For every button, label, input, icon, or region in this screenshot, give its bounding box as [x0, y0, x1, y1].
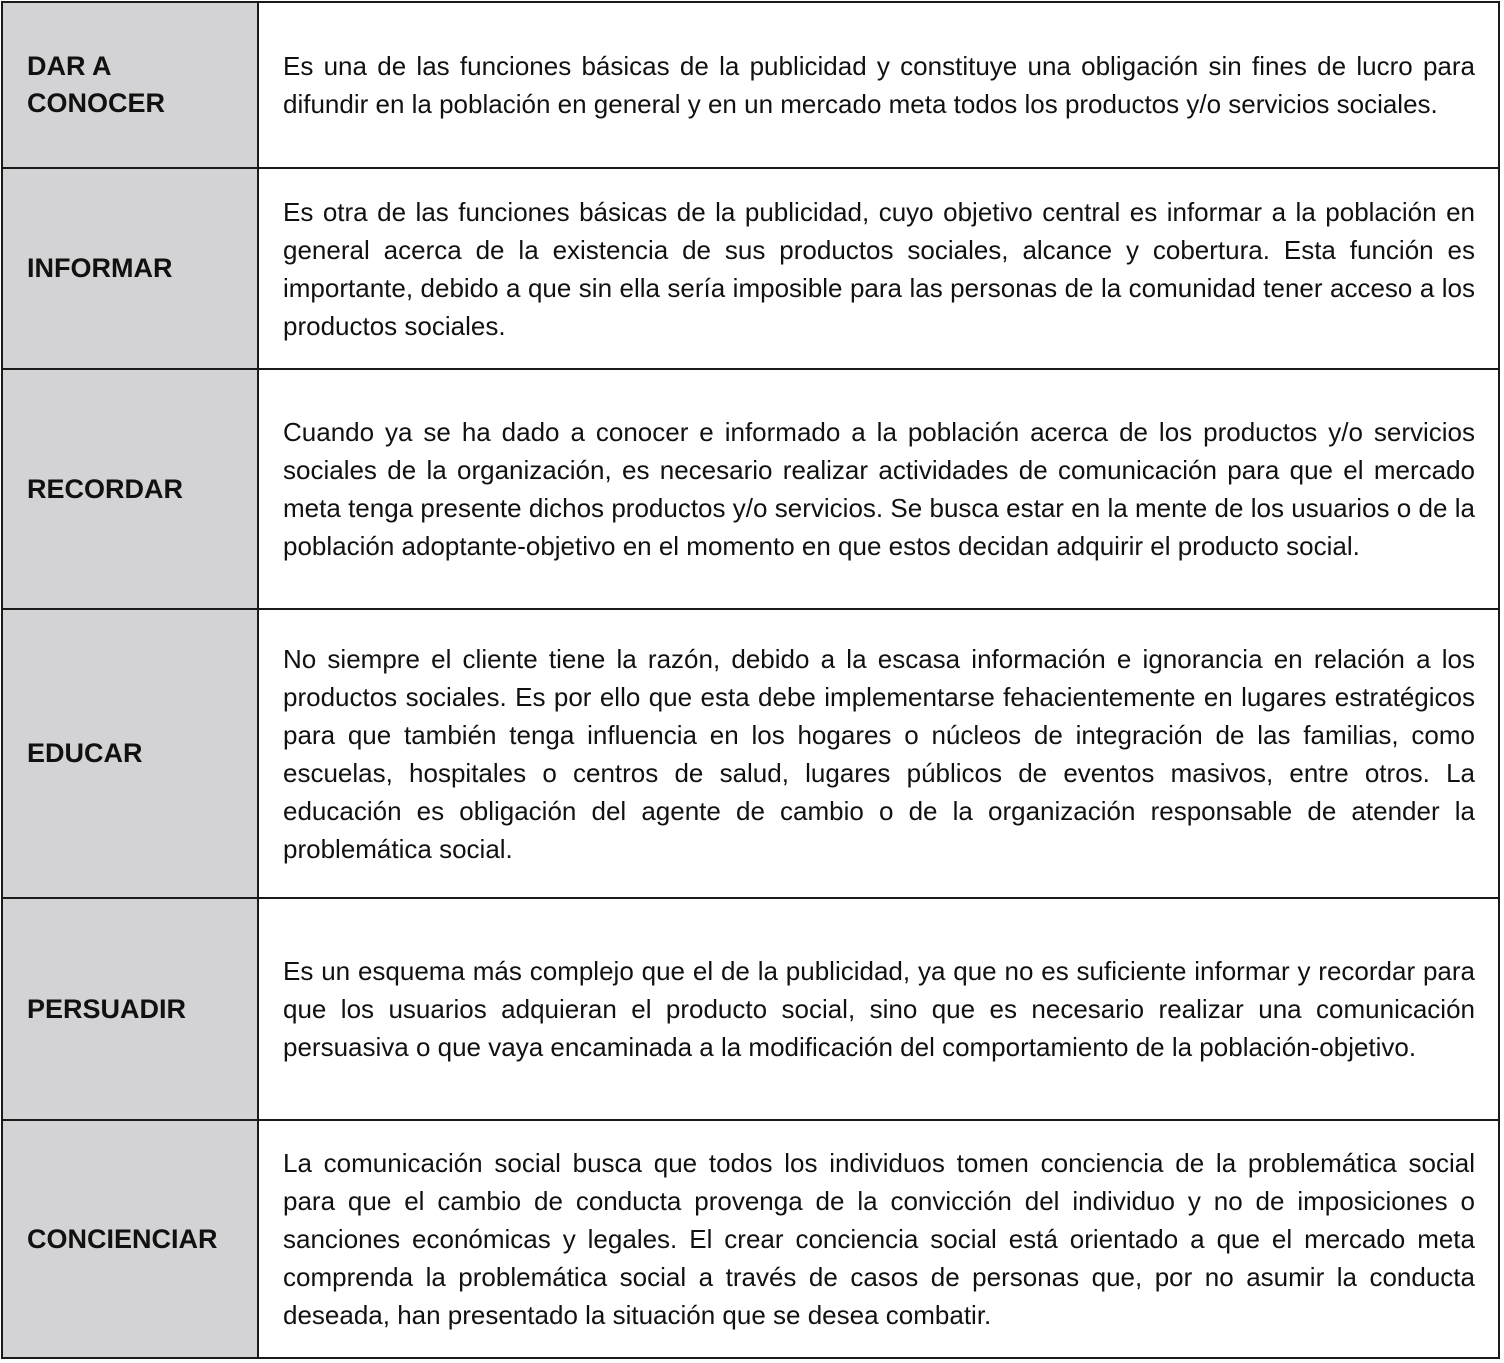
row-description: Es otra de las funciones básicas de la publicidad, cuyo objetivo central es informar a la población en general acerca de la existencia de sus productos sociales, alcance y cobertura. Esta función es importante, debido a que sin ella sería imposible para las personas de la comunidad tener acceso a los productos sociales.: [283, 196, 1475, 341]
row-label: INFORMAR: [3, 169, 259, 368]
row-label: DAR A CONOCER: [3, 3, 259, 167]
table-row: [3, 1121, 1498, 1357]
row-label: PERSUADIR: [3, 899, 259, 1119]
row-description-cell: [259, 3, 1498, 167]
table-row: [3, 899, 1498, 1121]
table-row: [3, 370, 1498, 610]
table-row: [3, 169, 1498, 370]
row-description: No siempre el cliente tiene la razón, debido a la escasa información e ignorancia en relación a los productos sociales. Es por ello que esta debe implementarse fehacientemente en lugares estratégicos para que también tenga influencia en los hogares o núcleos de integración de las familias, como escuelas, hospitales o centros de salud, lugares públicos de eventos masivos, entre otros. La educación es obligación del agente de cambio o de la organización responsable de atender la problemática social.: [283, 643, 1475, 864]
row-description: Cuando ya se ha dado a conocer e informado a la población acerca de los productos y/o servicios sociales de la organización, es necesario realizar actividades de comunicación para que el mercado meta tenga presente dichos productos y/o servicios. Se busca estar en la mente de los usuarios o de la población adoptante-objetivo en el momento en que estos decidan adquirir el producto social.: [283, 417, 1475, 561]
table-row: [3, 610, 1498, 899]
row-description-cell: [259, 1121, 1498, 1357]
row-description-cell: [259, 169, 1498, 368]
row-description: La comunicación social busca que todos los individuos tomen conciencia de la problemática social para que el cambio de conducta provenga de la convicción del individuo y no de imposiciones o sanciones económicas y legales. El crear conciencia social está orientado a que el mercado meta comprenda la problemática social a través de casos de personas que, por no asumir la conducta deseada, han presentado la situación que se desea combatir.: [283, 1148, 1475, 1330]
row-label: EDUCAR: [3, 610, 259, 897]
row-description: Es un esquema más complejo que el de la publicidad, ya que no es suficiente informar y recordar para que los usuarios adquieran el producto social, sino que es necesario realizar una comunicación persuasiva o que vaya encaminada a la modificación del comportamiento de la población-objetivo.: [283, 956, 1475, 1062]
row-label: CONCIENCIAR: [3, 1121, 259, 1357]
row-description-cell: [259, 370, 1498, 608]
row-description-cell: [259, 610, 1498, 897]
row-label: RECORDAR: [3, 370, 259, 608]
table-row: [3, 3, 1498, 169]
functions-table: [1, 1, 1500, 1359]
row-description-cell: [259, 899, 1498, 1119]
row-description: Es una de las funciones básicas de la publicidad y constituye una obligación sin fines de lucro para difundir en la población en general y en un mercado meta todos los productos y/o servicios sociales.: [283, 51, 1475, 119]
